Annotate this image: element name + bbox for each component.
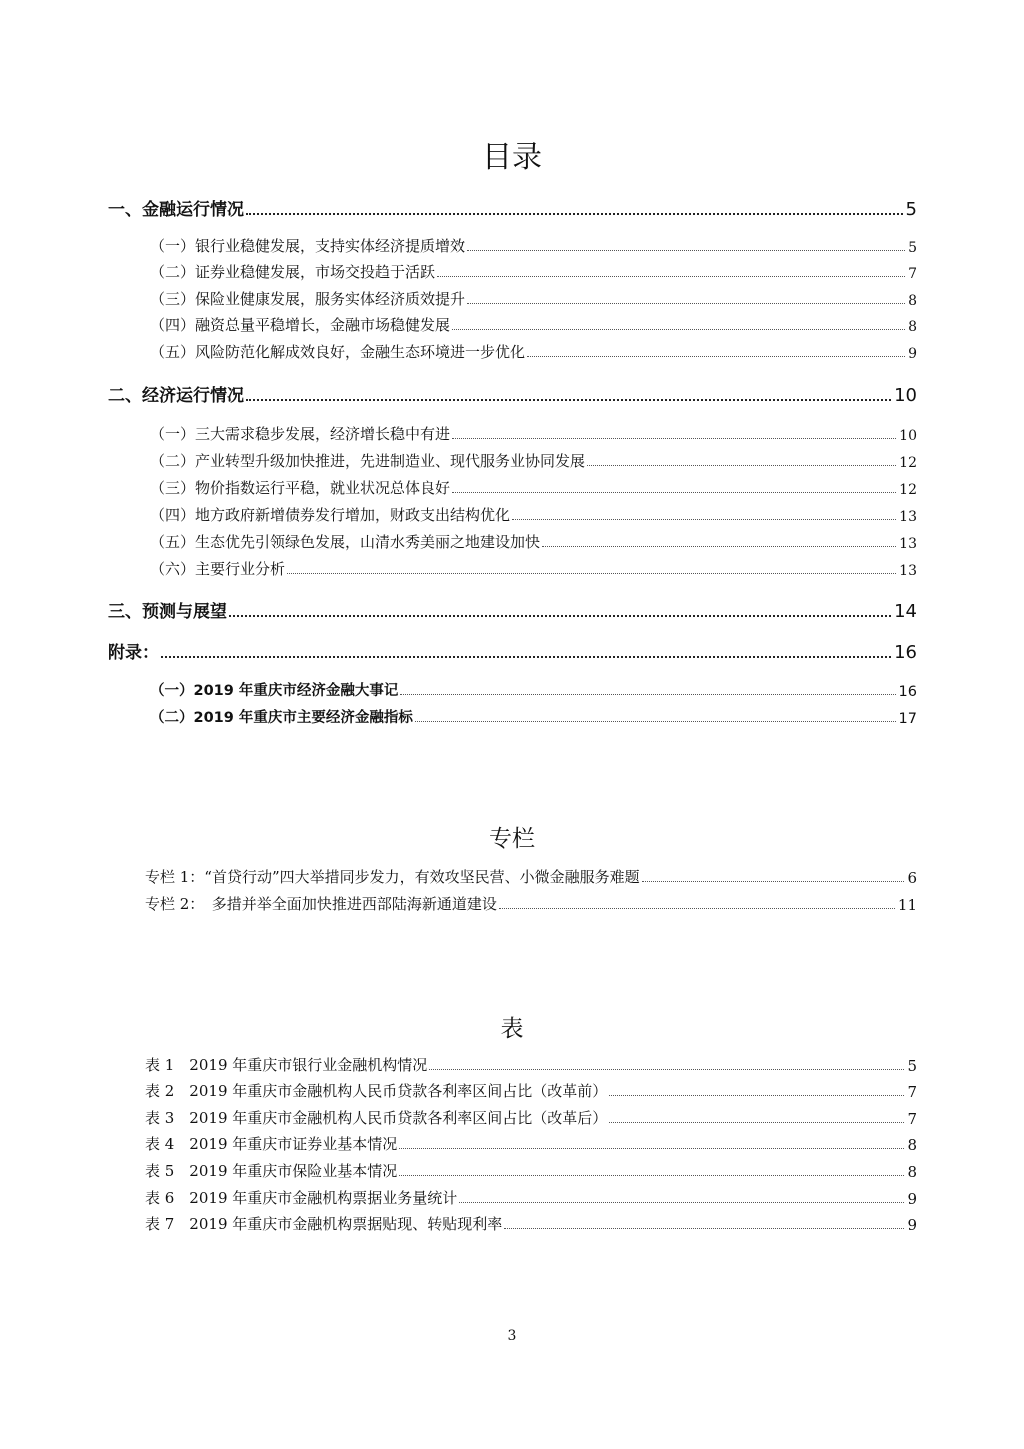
toc-page-number: 9 <box>907 1216 917 1234</box>
leader-dots <box>467 250 905 251</box>
leader-dots <box>399 1175 904 1176</box>
toc-page-number: 8 <box>908 319 917 335</box>
leader-dots <box>229 615 891 617</box>
toc-page-number: 11 <box>897 896 917 914</box>
table-entry[interactable] <box>145 1186 917 1208</box>
leader-dots <box>415 721 896 722</box>
leader-dots <box>459 1202 904 1203</box>
leader-dots <box>437 276 905 277</box>
toc-page-number: 16 <box>894 642 917 663</box>
toc-page-number: 12 <box>899 482 917 498</box>
toc-entry-label: （一）三大需求稳步发展，经济增长稳中有进 <box>150 425 451 443</box>
leader-dots <box>452 492 896 493</box>
toc-page-number: 16 <box>898 684 917 700</box>
leader-dots <box>609 1122 904 1123</box>
toc-entry[interactable] <box>150 422 917 444</box>
toc-entry-label: （四）地方政府新增债券发行增加，财政支出结构优化 <box>150 506 511 524</box>
toc-entry-label: （三）物价指数运行平稳，就业状况总体良好 <box>150 479 451 497</box>
toc-section-label: 一、金融运行情况 <box>108 200 244 220</box>
toc-entry[interactable] <box>150 530 917 552</box>
table-entry[interactable] <box>145 1053 917 1075</box>
leader-dots <box>642 881 905 882</box>
toc-entry-label: （二）2019 年重庆市主要经济金融指标 <box>150 710 413 726</box>
toc-section-2[interactable] <box>108 380 917 406</box>
toc-entry-label: （二）证券业稳健发展，市场交投趋于活跃 <box>150 263 436 281</box>
toc-entry-label: （一）银行业稳健发展，支持实体经济提质增效 <box>150 237 466 255</box>
toc-entry[interactable] <box>150 260 917 282</box>
toc-section-label: 三、预测与展望 <box>108 602 227 622</box>
table-entry[interactable] <box>145 1132 917 1154</box>
toc-entry[interactable] <box>150 705 917 727</box>
column-entry[interactable] <box>145 865 917 887</box>
leader-dots <box>429 1069 904 1070</box>
leader-dots <box>246 213 903 215</box>
leader-dots <box>161 656 891 658</box>
table-entry[interactable] <box>145 1212 917 1234</box>
toc-entry-label: （五）风险防范化解成效良好，金融生态环境进一步优化 <box>150 343 526 361</box>
toc-page-number: 9 <box>908 346 917 362</box>
leader-dots <box>467 303 905 304</box>
table-entry[interactable] <box>145 1159 917 1181</box>
toc-page-number: 8 <box>907 1136 917 1154</box>
toc-page-number: 10 <box>894 385 917 406</box>
leader-dots <box>512 519 896 520</box>
toc-page-number: 7 <box>907 1083 917 1101</box>
columns-title: 专栏 <box>489 826 535 852</box>
toc-page-number: 13 <box>899 563 917 579</box>
toc-section-label: 附录： <box>108 643 159 663</box>
toc-entry-label: 表 2 2019 年重庆市金融机构人民币贷款各利率区间占比（改革前） <box>145 1082 608 1100</box>
toc-entry-label: （六）主要行业分析 <box>150 560 286 578</box>
toc-page-number: 6 <box>907 869 917 887</box>
toc-entry[interactable] <box>150 678 917 700</box>
toc-page-number: 7 <box>908 266 917 282</box>
leader-dots <box>542 546 896 547</box>
toc-entry[interactable] <box>150 234 917 256</box>
tables-title: 表 <box>500 1016 524 1042</box>
toc-page-number: 17 <box>898 711 917 727</box>
leader-dots <box>527 356 905 357</box>
leader-dots <box>609 1095 904 1096</box>
toc-page-number: 10 <box>899 428 917 444</box>
toc-appendix[interactable] <box>108 637 917 663</box>
toc-page-number: 12 <box>899 455 917 471</box>
toc-entry-label: 专栏 2： 多措并举全面加快推进西部陆海新通道建设 <box>145 895 497 913</box>
toc-entry-label: （三）保险业健康发展，服务实体经济质效提升 <box>150 290 466 308</box>
toc-entry[interactable] <box>150 557 917 579</box>
toc-entry-label: 表 3 2019 年重庆市金融机构人民币贷款各利率区间占比（改革后） <box>145 1109 608 1127</box>
toc-entry[interactable] <box>150 449 917 471</box>
leader-dots <box>287 573 896 574</box>
page-number: 3 <box>507 1328 517 1344</box>
leader-dots <box>399 1148 904 1149</box>
toc-page-number: 7 <box>907 1110 917 1128</box>
toc-entry[interactable] <box>150 313 917 335</box>
toc-entry[interactable] <box>150 476 917 498</box>
toc-entry-label: （五）生态优先引领绿色发展，山清水秀美丽之地建设加快 <box>150 533 541 551</box>
toc-entry[interactable] <box>150 340 917 362</box>
toc-page-number: 13 <box>899 509 917 525</box>
table-entry[interactable] <box>145 1106 917 1128</box>
leader-dots <box>499 908 895 909</box>
toc-page-number: 8 <box>907 1163 917 1181</box>
toc-entry-label: （二）产业转型升级加快推进，先进制造业、现代服务业协同发展 <box>150 452 586 470</box>
toc-entry-label: 表 1 2019 年重庆市银行业金融机构情况 <box>145 1056 428 1074</box>
toc-page-number: 9 <box>907 1190 917 1208</box>
toc-entry-label: 表 5 2019 年重庆市保险业基本情况 <box>145 1162 398 1180</box>
toc-section-3[interactable] <box>108 596 917 622</box>
leader-dots <box>587 465 896 466</box>
toc-entry-label: 表 4 2019 年重庆市证券业基本情况 <box>145 1135 398 1153</box>
toc-page-number: 14 <box>894 601 917 622</box>
toc-page-number: 5 <box>908 240 917 256</box>
toc-entry-label: （四）融资总量平稳增长，金融市场稳健发展 <box>150 316 451 334</box>
toc-section-label: 二、经济运行情况 <box>108 386 244 406</box>
toc-entry-label: 专栏 1：“首贷行动”四大举措同步发力，有效攻坚民营、小微金融服务难题 <box>145 868 640 886</box>
table-entry[interactable] <box>145 1079 917 1101</box>
leader-dots <box>452 329 905 330</box>
toc-title: 目录 <box>482 140 542 175</box>
toc-page-number: 5 <box>907 1057 917 1075</box>
leader-dots <box>246 399 891 401</box>
leader-dots <box>452 438 896 439</box>
toc-entry[interactable] <box>150 287 917 309</box>
toc-entry-label: 表 7 2019 年重庆市金融机构票据贴现、转贴现利率 <box>145 1215 503 1233</box>
toc-entry-label: （一）2019 年重庆市经济金融大事记 <box>150 683 399 699</box>
toc-entry[interactable] <box>150 503 917 525</box>
column-entry[interactable] <box>145 892 917 914</box>
toc-page-number: 13 <box>899 536 917 552</box>
leader-dots <box>400 694 895 695</box>
toc-section-1[interactable] <box>108 194 917 220</box>
toc-page-number: 8 <box>908 293 917 309</box>
toc-entry-label: 表 6 2019 年重庆市金融机构票据业务量统计 <box>145 1189 458 1207</box>
toc-page-number: 5 <box>905 199 917 220</box>
leader-dots <box>504 1228 904 1229</box>
